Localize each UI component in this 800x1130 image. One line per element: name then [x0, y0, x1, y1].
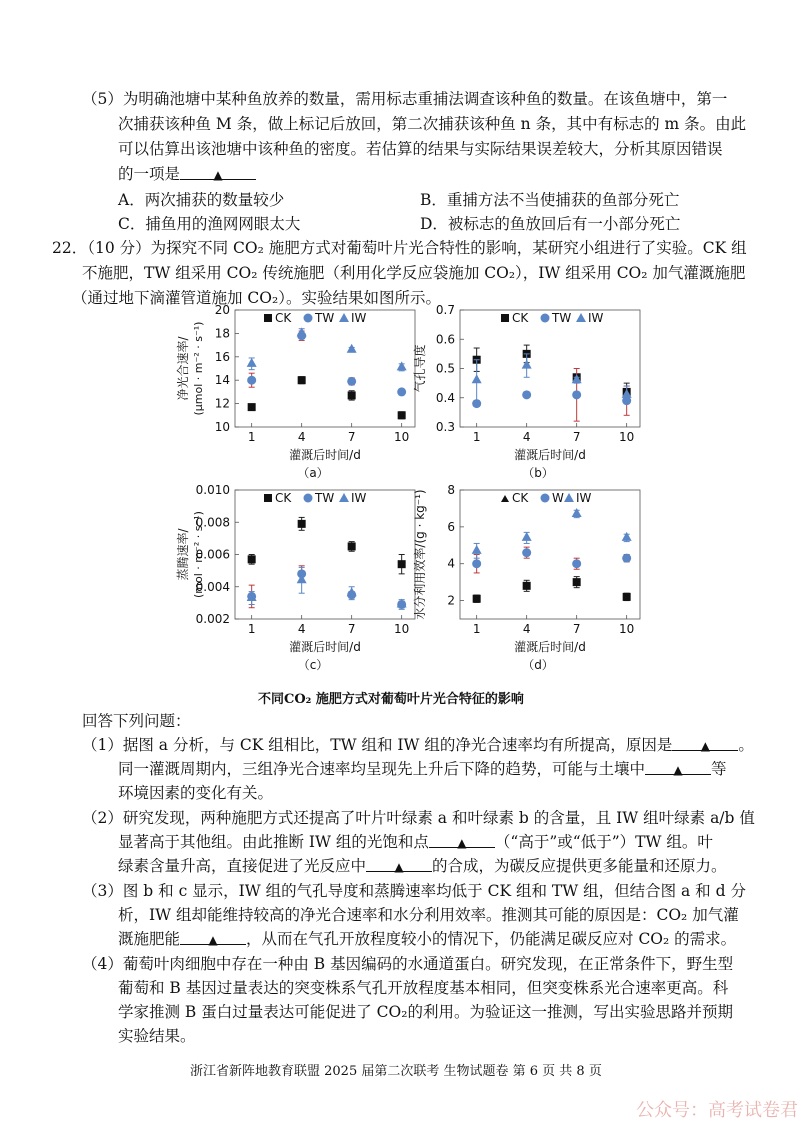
chart-b-ytick-label: 0.3 [435, 420, 455, 434]
legend-tw-marker [304, 314, 313, 323]
chart-b-xtick-label: 4 [522, 430, 531, 444]
q22-4-line-3: 学家推测 B 蛋白过量表达可能促进了 CO₂的利用。为验证这一推测，写出实验思路并预期 [118, 1003, 733, 1021]
chart-d-iw-point [522, 532, 532, 541]
chart-a-frame [235, 310, 415, 427]
chart-b-iw-point [472, 374, 482, 383]
chart-b-xtick-label: 10 [619, 430, 635, 444]
chart-d-tw-point [622, 554, 631, 563]
option-a: A．两次捕获的数量较少 [118, 191, 285, 209]
chart-a-tw-point [397, 387, 406, 396]
figure-caption: 不同CO₂ 施肥方式对葡萄叶片光合特征的影响 [258, 692, 524, 707]
chart-c-frame [235, 490, 415, 619]
option-b: B．重捕方法不当使捕获的鱼部分死亡 [420, 191, 680, 209]
chart-a-ck-point [298, 376, 306, 384]
legend-ck-marker [264, 494, 272, 502]
chart-b-panel-label: （b） [522, 466, 554, 480]
legend-iw-marker [339, 313, 349, 322]
q22-line-3: （通过地下滴灌管道施加 CO₂）。实验结果如图所示。 [72, 289, 441, 307]
chart-c-xtick-label: 1 [247, 622, 256, 636]
legend-ck-marker [501, 314, 509, 322]
legend-tw-label: TW [315, 491, 335, 505]
chart-b-iw-point [522, 360, 532, 369]
q22-3-text-b: ，从而在气孔开放程度较小的情况下，仍能满足碳反应对 CO₂ 的需求。 [246, 930, 737, 948]
chart-d-tw-point [572, 559, 581, 568]
triangle-icon: ▲ [700, 739, 710, 753]
q22-1-text-d: 等 [711, 760, 727, 778]
answer-blank[interactable] [180, 163, 256, 180]
legend-tw-label: W [552, 491, 564, 505]
legend-iw-marker [564, 493, 574, 502]
q22-2-text-d: 的合成，为碳反应提供更多能量和还原力。 [432, 857, 727, 875]
legend-ck-marker [264, 314, 272, 322]
chart-c-xtick-label: 10 [394, 622, 410, 636]
chart-d-tw-point [522, 548, 531, 557]
legend-iw-label: IW [588, 311, 604, 325]
legend-iw-label: IW [351, 311, 367, 325]
chart-b-xtick-label: 1 [472, 430, 481, 444]
option-c: C．捕鱼用的渔网网眼太大 [118, 215, 301, 233]
q22-1-text-c: 同一灌溉周期内，三组净光合速率均呈现先上升后下降的趋势，可能与土壤中 [118, 760, 646, 778]
q22-2-line-1: （2）研究发现，两种施肥方式还提高了叶片叶绿素 a 和叶绿素 b 的含量，且 IW 组叶绿素 a/b 值 [82, 809, 755, 827]
chart-c-ylabel: 蒸腾速率/ [176, 528, 190, 581]
legend-iw-marker [339, 493, 349, 502]
chart-a-ytick-label: 14 [214, 373, 230, 388]
legend-ck-label: CK [512, 311, 529, 325]
chart-d-ck-point [623, 593, 631, 601]
chart-d-ylabel: 水分利用效率/(g · kg⁻¹) [413, 489, 427, 620]
chart-a-xtick-label: 10 [394, 430, 410, 444]
chart-b-ytick-label: 0.6 [435, 332, 455, 347]
chart-a-xlabel: 灌溉后时间/d [289, 448, 361, 462]
page-footer: 浙江省新阵地教育联盟 2025 届第二次联考 生物试题卷 第 6 页 共 8 页 [190, 1064, 602, 1079]
chart-b-ytick-label: 0.7 [435, 303, 455, 317]
q21-5-line-3: 可以估算出该池塘中该种鱼的密度。若估算的结果与实际结果误差较大，分析其原因错误 [118, 140, 723, 158]
legend-ck-label: CK [512, 491, 529, 505]
chart-a-ylabel: 净光合速率/ [176, 336, 190, 401]
q22-3-line-2: 析，IW 组却能维持较高的净光合速率和水分利用效率。推测其可能的原因是：CO₂ 加气灌 [118, 906, 739, 924]
chart-d-iw-point [572, 508, 582, 517]
chart-a-ck-point [248, 403, 256, 411]
q22-1-text-a: （1）据图 a 分析，与 CK 组相比，TW 组和 IW 组的净光合速率均有所提高，原因是 [82, 736, 673, 754]
chart-b-frame [460, 310, 640, 427]
chart-a-iw-point [397, 361, 407, 370]
q22-2-text-c: 绿素含量升高，直接促进了光反应中 [118, 857, 367, 875]
chart-a-iw-point [247, 358, 257, 367]
legend-iw-label: IW [351, 491, 367, 505]
chart-d-panel-label: （d） [522, 658, 554, 672]
chart-c-ck-point [248, 555, 256, 563]
chart-d-ck-point [523, 582, 531, 590]
q22-2-line-3 [118, 855, 727, 877]
q22-3-line-1: （3）图 b 和 c 显示，IW 组的气孔导度和蒸腾速率均低于 CK 组和 TW 组，但结合图 a 和 d 分 [82, 882, 746, 900]
chart-c-iw-point [347, 587, 357, 596]
legend-tw-label: TW [552, 311, 572, 325]
chart-d-ytick-label: 8 [447, 483, 455, 497]
answer-blank[interactable] [672, 734, 738, 751]
chart-b-xlabel: 灌溉后时间/d [514, 448, 586, 462]
answer-blank[interactable] [645, 758, 711, 775]
chart-d-xtick-label: 10 [619, 622, 635, 636]
q21-5-stem-end: 的一项是 [118, 165, 181, 183]
q22-1-text-b: 。 [738, 736, 754, 754]
legend-ck-marker [501, 495, 509, 502]
chart-a-tw-point [347, 377, 356, 386]
legend-iw-label: IW [576, 491, 592, 505]
chart-d-ytick-label: 4 [447, 556, 455, 571]
chart-a-xtick-label: 4 [297, 430, 306, 444]
chart-a-panel-label: （a） [297, 466, 329, 480]
answer-blank[interactable] [429, 831, 495, 848]
chart-d-ytick-label: 2 [447, 593, 455, 608]
chart-c-xtick-label: 7 [347, 622, 356, 636]
chart-a-ytick-label: 20 [214, 303, 230, 317]
chart-c-ytick-label: 0.002 [195, 612, 230, 626]
triangle-icon: ▲ [213, 168, 223, 182]
chart-a-ytick-label: 10 [214, 420, 230, 434]
chart-c-ck-point [348, 542, 356, 550]
legend-iw-marker [576, 313, 586, 322]
chart-d-xlabel: 灌溉后时间/d [514, 640, 586, 654]
chart-a-iw-point [347, 344, 357, 353]
q22-3-text-a: 溉施肥能 [118, 930, 181, 948]
chart-a-ytick-label: 18 [214, 326, 230, 341]
legend-tw-marker [304, 494, 313, 503]
chart-d-iw-point [472, 545, 482, 554]
q21-5-line-2: 次捕获该种鱼 M 条，做上标记后放回，第二次捕获该种鱼 n 条，其中有标志的 m 条。由此 [118, 115, 747, 133]
chart-d-ytick-label: 6 [447, 519, 455, 534]
q22-line-1: 22．（10 分）为探究不同 CO₂ 施肥方式对葡萄叶片光合特性的影响，某研究小组进行了实验。CK 组 [52, 239, 747, 257]
chart-d-ck-point [573, 578, 581, 586]
triangle-icon: ▲ [394, 860, 404, 874]
chart-c-xtick-label: 4 [297, 622, 306, 636]
chart-d-xtick-label: 7 [572, 622, 581, 636]
legend-ck-label: CK [275, 311, 292, 325]
chart-b-ytick-label: 0.4 [435, 390, 455, 405]
q22-1-line-2 [118, 758, 727, 780]
option-d: D．被标志的鱼放回后有一小部分死亡 [420, 215, 681, 233]
chart-c-ytick-label: 0.008 [195, 515, 230, 530]
chart-a-xtick-label: 1 [247, 430, 256, 444]
chart-c-xlabel: 灌溉后时间/d [289, 640, 361, 654]
chart-c-ck-point [298, 520, 306, 528]
q22-1-line-3: 环境因素的变化有关。 [118, 784, 274, 802]
q22-2-text-b: （“高于”或“低于”）TW 组。叶 [494, 833, 713, 851]
q22-2-text-a: 显著高于其他组。由此推断 IW 组的光饱和点 [118, 833, 429, 851]
chart-a-ck-point [398, 411, 406, 419]
answer-blank[interactable] [180, 928, 246, 945]
chart-c-panel-label: （c） [297, 658, 329, 672]
chart-b-xtick-label: 7 [572, 430, 581, 444]
triangle-icon: ▲ [673, 763, 683, 777]
chart-b-ylabel: 气孔导度 [413, 344, 427, 393]
chart-a-tw-point [247, 376, 256, 385]
triangle-icon: ▲ [208, 933, 218, 947]
chart-d-iw-point [622, 532, 632, 541]
q21-5-line-4 [118, 163, 256, 185]
chart-b-tw-point [572, 390, 581, 399]
chart-d-tw-point [472, 559, 481, 568]
chart-d-frame [460, 490, 640, 619]
legend-tw-label: TW [315, 311, 335, 325]
q22-4-line-2: 葡萄和 B 基因过量表达的突变株系气孔开放程度基本相同，但突变株系光合速率更高。科 [118, 979, 729, 997]
q21-5-line-1: （5）为明确池塘中某种鱼放养的数量，需用标志重捕法调查该种鱼的数量。在该鱼塘中，第一 [82, 90, 728, 108]
chart-d-xtick-label: 4 [522, 622, 531, 636]
chart-a-ck-point [348, 391, 356, 399]
chart-c-ytick-label: 0.004 [195, 579, 230, 594]
chart-a-xtick-label: 7 [347, 430, 356, 444]
q22-line-2: 不施肥，TW 组采用 CO₂ 传统施肥（利用化学反应袋施加 CO₂），IW 组采用 CO₂ 加气灌溉施肥 [82, 264, 746, 282]
answer-blank[interactable] [366, 855, 432, 872]
chart-a-ytick-label: 16 [214, 349, 230, 364]
q22-2-line-2 [118, 831, 713, 853]
figure-charts [0, 298, 800, 698]
chart-c-ck-point [398, 560, 406, 568]
chart-a-ytick-label: 12 [214, 396, 230, 411]
chart-a-ylabel-unit: (μmol · m⁻² · s⁻¹) [192, 321, 205, 416]
chart-b-ytick-label: 0.5 [435, 361, 455, 376]
chart-b-tw-point [522, 390, 531, 399]
q22-1-line-1 [82, 734, 754, 756]
q22-4-line-1: （4）葡萄叶肉细胞中存在一种由 B 基因编码的水通道蛋白。研究发现，在正常条件下，野生型 [82, 955, 734, 973]
legend-tw-marker [541, 494, 550, 503]
watermark: 公众号：高考试卷君 [636, 1100, 798, 1121]
q22-4-line-4: 实验结果。 [118, 1027, 196, 1045]
chart-c-ytick-label: 0.006 [195, 547, 230, 562]
legend-ck-label: CK [275, 491, 292, 505]
legend-tw-marker [541, 314, 550, 323]
chart-a-iw-point [297, 327, 307, 336]
answer-prompt: 回答下列问题： [82, 712, 191, 730]
triangle-icon: ▲ [457, 836, 467, 850]
chart-c-ytick-label: 0.010 [195, 483, 230, 497]
chart-c-ylabel-unit: (mol · m⁻² · s⁻¹) [192, 511, 205, 598]
chart-d-xtick-label: 1 [472, 622, 481, 636]
chart-d-ck-point [473, 595, 481, 603]
q22-3-line-3 [118, 928, 736, 950]
